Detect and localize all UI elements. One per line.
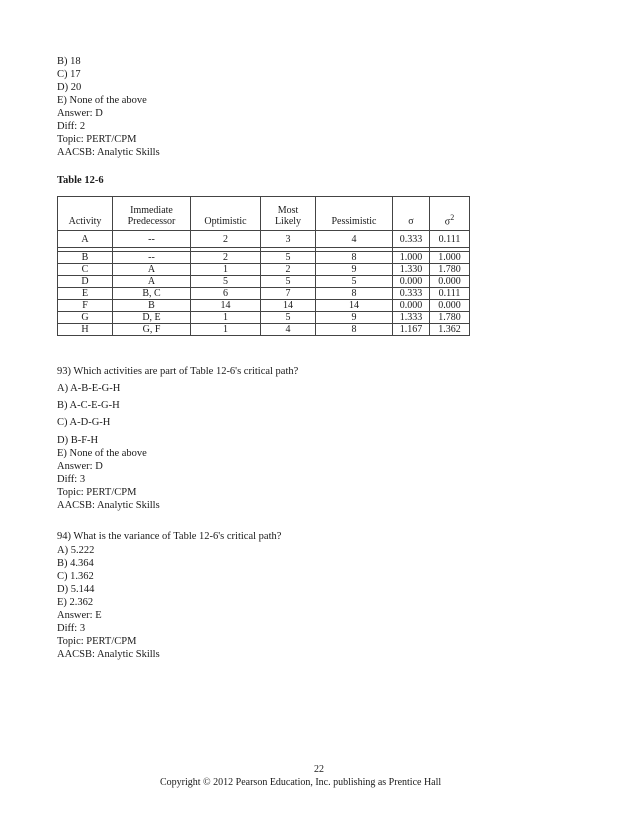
q94-answer: Answer: E bbox=[57, 610, 102, 621]
table-cell: 1.362 bbox=[430, 324, 470, 336]
table-cell: 8 bbox=[316, 324, 393, 336]
answer-line: Answer: D bbox=[57, 108, 103, 119]
aacsb-line: AACSB: Analytic Skills bbox=[57, 147, 160, 158]
table-cell: D, E bbox=[113, 312, 191, 324]
table-cell: G bbox=[58, 312, 113, 324]
table-cell: 2 bbox=[191, 231, 261, 248]
q94-topic: Topic: PERT/CPM bbox=[57, 636, 137, 647]
table-cell: F bbox=[58, 300, 113, 312]
activity-table bbox=[57, 196, 470, 336]
table-cell: 2 bbox=[261, 264, 316, 276]
copyright-notice: Copyright © 2012 Pearson Education, Inc. publishing as Prentice Hall bbox=[160, 777, 442, 788]
table-row bbox=[58, 252, 470, 264]
table-row bbox=[58, 312, 470, 324]
table-cell: 7 bbox=[261, 288, 316, 300]
table-row bbox=[58, 300, 470, 312]
table-cell: 0.111 bbox=[430, 288, 470, 300]
table-cell: 1.000 bbox=[430, 252, 470, 264]
table-cell: 1.780 bbox=[430, 264, 470, 276]
q94-option-a: A) 5.222 bbox=[57, 545, 95, 556]
page-number: 22 bbox=[314, 764, 324, 775]
q94-option-d: D) 5.144 bbox=[57, 584, 95, 595]
question-94: 94) What is the variance of Table 12-6's critical path? bbox=[57, 531, 282, 542]
table-cell: 1.780 bbox=[430, 312, 470, 324]
table-row bbox=[58, 276, 470, 288]
table-cell: H bbox=[58, 324, 113, 336]
table-cell: D bbox=[58, 276, 113, 288]
table-row bbox=[58, 324, 470, 336]
table-cell: E bbox=[58, 288, 113, 300]
table-cell: 14 bbox=[191, 300, 261, 312]
header-activity: Activity bbox=[58, 197, 113, 231]
header-variance: $\sigma^2$ bbox=[430, 197, 470, 231]
table-cell: 2 bbox=[191, 252, 261, 264]
q94-option-b: B) 4.364 bbox=[57, 558, 94, 569]
q93-option-e: E) None of the above bbox=[57, 448, 147, 459]
q93-answer: Answer: D bbox=[57, 461, 103, 472]
q93-option-d: D) B-F-H bbox=[57, 435, 99, 446]
table-cell: 5 bbox=[261, 312, 316, 324]
table-cell: A bbox=[113, 264, 191, 276]
table-cell: 4 bbox=[261, 324, 316, 336]
q94-option-e: E) 2.362 bbox=[57, 597, 94, 608]
option-c: C) 17 bbox=[57, 69, 81, 80]
table-cell: 8 bbox=[316, 252, 393, 264]
table-cell: 5 bbox=[191, 276, 261, 288]
table-cell: B, C bbox=[113, 288, 191, 300]
table-cell: -- bbox=[113, 252, 191, 264]
diff-line: Diff: 2 bbox=[57, 121, 86, 132]
table-cell: 1 bbox=[191, 264, 261, 276]
q93-option-a: A) A-B-E-G-H bbox=[57, 383, 121, 394]
q94-diff: Diff: 3 bbox=[57, 623, 86, 634]
table-cell: 0.111 bbox=[430, 231, 470, 248]
table-cell: A bbox=[113, 276, 191, 288]
table-cell: 8 bbox=[316, 288, 393, 300]
option-e: E) None of the above bbox=[57, 95, 147, 106]
table-cell: G, F bbox=[113, 324, 191, 336]
table-cell: 1 bbox=[191, 324, 261, 336]
table-cell: 0.000 bbox=[393, 276, 430, 288]
question-93: 93) Which activities are part of Table 12-6's critical path? bbox=[57, 366, 299, 377]
table-cell: 0.333 bbox=[393, 288, 430, 300]
table-cell: 14 bbox=[316, 300, 393, 312]
table-row bbox=[58, 264, 470, 276]
table-cell: 14 bbox=[261, 300, 316, 312]
table-cell: 5 bbox=[261, 252, 316, 264]
table-cell: 0.000 bbox=[393, 300, 430, 312]
table-cell: 1.000 bbox=[393, 252, 430, 264]
table-cell: 0.000 bbox=[430, 300, 470, 312]
header-sigma: σ bbox=[393, 197, 430, 231]
table-row bbox=[58, 288, 470, 300]
table-cell: 5 bbox=[261, 276, 316, 288]
q93-option-c: C) A-D-G-H bbox=[57, 417, 111, 428]
q93-diff: Diff: 3 bbox=[57, 474, 86, 485]
header-pessimistic: Pessimistic bbox=[316, 197, 393, 231]
topic-line: Topic: PERT/CPM bbox=[57, 134, 137, 145]
header-predecessor: Immediate Predecessor bbox=[113, 197, 191, 231]
table-cell: 1 bbox=[191, 312, 261, 324]
header-optimistic: Optimistic bbox=[191, 197, 261, 231]
option-d: D) 20 bbox=[57, 82, 82, 93]
table-cell: 4 bbox=[316, 231, 393, 248]
table-cell: A bbox=[58, 231, 113, 248]
table-cell: -- bbox=[113, 231, 191, 248]
q93-option-b: B) A-C-E-G-H bbox=[57, 400, 120, 411]
table-cell: 1.330 bbox=[393, 264, 430, 276]
table-cell: B bbox=[113, 300, 191, 312]
q93-topic: Topic: PERT/CPM bbox=[57, 487, 137, 498]
table-cell: B bbox=[58, 252, 113, 264]
table-cell: 3 bbox=[261, 231, 316, 248]
q94-aacsb: AACSB: Analytic Skills bbox=[57, 649, 160, 660]
table-cell: 6 bbox=[191, 288, 261, 300]
header-most-likely: Most Likely bbox=[261, 197, 316, 231]
table-title: Table 12-6 bbox=[57, 175, 104, 186]
table-header-row bbox=[58, 197, 470, 231]
table-cell: 1.333 bbox=[393, 312, 430, 324]
table-cell: 1.167 bbox=[393, 324, 430, 336]
table-row bbox=[58, 231, 470, 248]
q94-option-c: C) 1.362 bbox=[57, 571, 94, 582]
table-cell: 9 bbox=[316, 312, 393, 324]
table-cell: 0.333 bbox=[393, 231, 430, 248]
table-cell: C bbox=[58, 264, 113, 276]
q93-aacsb: AACSB: Analytic Skills bbox=[57, 500, 160, 511]
table-cell: 5 bbox=[316, 276, 393, 288]
option-b: B) 18 bbox=[57, 56, 81, 67]
table-cell: 9 bbox=[316, 264, 393, 276]
table-cell: 0.000 bbox=[430, 276, 470, 288]
